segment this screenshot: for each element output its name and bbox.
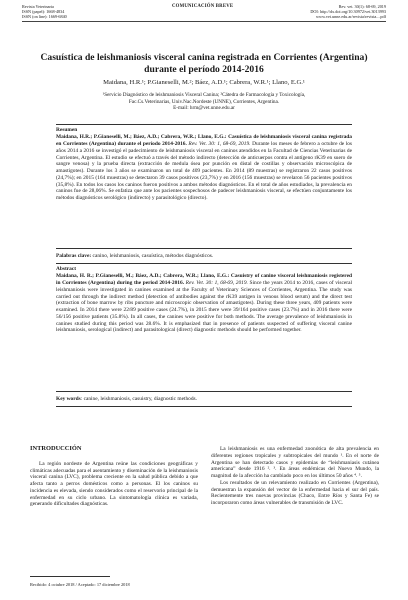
divider xyxy=(56,406,352,407)
resumen-text: Durante los meses de febrero a octubre de los años 2014 a 2016 se investigó el padecimiento de leishmaniosis visceral en caninos atendidos en la Facultad de Ciencias Veterinarias de Corrientes, Argentina. El estudio se efectuó a través del método indirecto (detección de anticuerpos contra el antígeno rK39 en suero de sangre venosa) y la prueba directa (extracción de medula ósea por punción en distal de costillas y observación microscópica de amastigotes). Durante los 3 años se examinaron un total de 409 pacientes. En 2014 (89 muestras) se registraron 22 casos positivos (24,7%); en 2015 (164 muestras) se detectaron 39 casos positivos (23,7%) y en 2016 (156 muestras) se revelaron 56 pacientes positivos (35,8%). En todos los casos los caninos fueron positivos a ambos métodos diagnósticos. En el total de años estudiados, la prevalencia en caninos fue de 28,06%. Se enfatiza que ante los pacientes sospechosos de padecer leishmaniosis visceral, se efectúen conjuntamente los métodos diagnósticos serológico (indirecto) y parasitológico (directo). xyxy=(56,141,353,201)
body-column-left xyxy=(30,446,198,508)
intro-paragraph: La leishmaniosis es una enfermedad zoonótica de alta prevalencia en diferentes regiones tropicales y subtropicales del mundo ¹. En el norte de Argentina se han detectado casos y epidemias de “leishmaniasis cutánea americana” desde 1916 ². ³. En áreas endémicas del Nuevo Mundo, la magnitud de la afección ha cambiado poco en los últimos 50 años ⁴. ⁵. xyxy=(211,446,379,479)
footnote-divider xyxy=(30,576,110,577)
citation: Rev. vet. 30(1): 68-69, 2019 xyxy=(338,4,386,9)
affiliation-line-2: Fac.Cs.Veterinarias, Univ.Nac.Nordeste (UNNE), Corrientes, Argentina. xyxy=(128,98,280,105)
abstract-text: Since the years 2014 to 2016, cases of visceral leishmaniosis were investigated in canines examined at the Faculty of Veterinary Sciences of Corrientes, Argentina. The study was carried out through the indirect method (detection of antibodies against the rK39 antigen in venous blood serum) and the direct test (extraction of bone marrow by ribs puncture and microscopic observation of amastigotes). During these three years, 409 patients were examined. In 2014 there were 22/89 positive cases (24.7%), in 2015 there were 39/164 positive cases (23.7%) and in 2016 there were 56/156 positive patients (35.8%). In all cases, the canines were positive for both methods. The average prevalence of leishmaniosis in canines studied during this period was 28.6%. It is emphasized that in presence of patients suspected of suffering visceral canine leishmaniosis, serological (indirect) and parasitological (direct) diagnostic methods should be performed together. xyxy=(56,280,352,334)
doi-link[interactable]: DOI: http://dx.doi.org/10.30972/vet.3013993 xyxy=(310,9,386,15)
abstract-section: Abstract Maidana, H. R.; P.Gianeselli, M.; Báez, A.D.; Cabrera, W.R.; Llano, E.G.: Casuistry of canine visceral leishmaniosis registered in Corrientes (Argentina) during the period 2014-2016. Rev. Vet. 30: 1, 68-69, 2019. Since the years 2014 to 2016, cases of visceral leishmaniosis were investigated in canines examined at the Faculty of Veterinary Sciences of Corrientes, Argentina. The study was carried out through the indirect method (detection of antibodies against the rK39 antigen in venous blood serum) and the direct test (extraction of bone marrow by ribs puncture and microscopic observation of amastigotes). During these three years, 409 patients were examined. In 2014 there were 22/89 positive cases (24.7%), in 2015 there were 39/164 positive cases (23.7%) and in 2016 there were 56/156 positive patients (35.8%). In all cases, the canines were positive for both methods. The average prevalence of leishmaniosis in canines studied during this period was 28.6%. It is emphasized that in presence of patients suspected of suffering visceral canine leishmaniosis, serological (indirect) and parasitological (direct) diagnostic methods should be performed together. xyxy=(56,266,352,334)
intro-paragraph: Los resultados de un relevamiento realizado en Corrientes (Argentina), demuestran la expansión del vector de la enfermedad hacia el sur del país. Recientemente tres nuevas provincias (Chaco, Entre Ríos y Santa Fe) se incorporaron como áreas vulnerables de transmisión de LVC. xyxy=(211,479,379,506)
url-link[interactable]: www.vet.unne.edu.ar/revista/revista....pdf xyxy=(316,14,386,20)
abstract-heading: Abstract xyxy=(56,266,77,272)
affiliation-line-1: ¹Servicio Diagnóstico de leishmaniosis Visceral Canina; ²Cátedra de Farmacología y Toxicología, xyxy=(102,92,306,98)
intro-paragraph: La región nordeste de Argentina reúne las condiciones geográficas y climáticas adecuadas para el asentamiento y diseminación de la leishmaniosis visceral canina (LVC), problema creciente en la salud pública debido a que afecta tanto a perros domésticos como a personas. El los caninos su incidencia es elevada, siendo considerados como el reservorio principal de la enfermedad en su ciclo urbano. La sintomatología clínica es variada, generando dificultades diagnósticas. xyxy=(30,460,198,508)
divider xyxy=(56,248,352,249)
authors: Maidana, H.R.¹; P.Gianeselli, M.²; Báez, A.D.¹; Cabrera, W.R.¹; Llano, E.G.¹ xyxy=(103,79,305,86)
palabras-clave xyxy=(56,253,352,259)
palabras-label: Palabras clave: xyxy=(56,253,92,259)
section-label: COMUNICACIÓN BREVE xyxy=(172,4,234,9)
abstract-authors: Maidana, H. R.; P.Gianeselli, M.; Báez, A.D.; Cabrera, W.R.; Llano, E.G.: xyxy=(56,273,231,280)
header-divider xyxy=(22,21,386,22)
article-title: Casuística de leishmaniosis visceral canina registrada en Corrientes (Argentina) durante el período 2014-2016 xyxy=(40,52,368,75)
keywords-text: : canine, leishmaniosis, casuistry, diagnostic methods. xyxy=(80,396,197,402)
journal-name: Revista Veterinaria xyxy=(22,4,54,9)
author-email[interactable]: E-mail: hrm@vet.unne.edu.ar xyxy=(173,105,235,112)
resumen-citation: Rev. Vet. 30: 1, 68-69, 2019. xyxy=(188,141,253,147)
affiliations xyxy=(40,92,368,112)
intro-heading: INTRODUCCIÓN xyxy=(30,445,82,452)
received-dates: Recibido: 4 octubre 2018 / Aceptado: 17 diciembre 2018 xyxy=(30,582,130,587)
divider xyxy=(56,391,352,392)
divider xyxy=(56,124,352,125)
keywords-label: Key words xyxy=(56,396,81,402)
issn-online: ISSN (on line): 1669-6840 xyxy=(22,14,67,20)
divider xyxy=(56,263,352,264)
issn-print: ISSN (papel): 1668-4834 xyxy=(22,9,65,15)
resumen-section: Resumen Maidana, H.R.; P.Gianeselli, M.; Báez, A.D.; Cabrera, W.R.; Llano, E.G.: Casuística de leishmaniosis visceral canina registrada en Corrientes (Argentina) durante el período 2014-2016. Rev. Vet. 30: 1, 68-69, 2019. Durante los meses de febrero a octubre de los años 2014 a 2016 se investigó el padecimiento de leishmaniosis visceral en caninos atendidos en la Facultad de Ciencias Veterinarias de Corrientes, Argentina. El estudio se efectuó a través del método indirecto (detección de anticuerpos contra el antígeno rK39 en suero de sangre venosa) y la prueba directa (extracción de medula ósea por punción en distal de costillas y observación microscópica de amastigotes). Durante los 3 años se examinaron un total de 409 pacientes. En 2014 (89 muestras) se registraron 22 casos positivos (24,7%); en 2015 (164 muestras) se detectaron 39 casos positivos (23,7%) y en 2016 (156 muestras) se revelaron 56 pacientes positivos (35,8%). En todos los casos los caninos fueron positivos a ambos métodos diagnósticos. En el total de años estudiados, la prevalencia en caninos fue de 28,06%. Se enfatiza que ante los pacientes sospechosos de padecer leishmaniosis visceral, se efectúen conjuntamente los métodos diagnósticos serológico (indirecto) y parasitológico (directo). xyxy=(56,127,353,201)
journal-info xyxy=(22,4,142,20)
resumen-authors: Maidana, H.R.; P.Gianeselli, M.; Báez, A.D.; Cabrera, W.R.; Llano, E.G.: xyxy=(56,134,229,141)
body-column-right xyxy=(211,446,379,507)
key-words xyxy=(56,396,352,402)
resumen-heading: Resumen xyxy=(56,127,78,133)
palabras-text: canino, leishmaniosis, casuística, métodos diagnósticos. xyxy=(92,253,214,259)
citation-info xyxy=(246,4,386,20)
abstract-citation: Rev. Vet. 30: 1, 68-69, 2019. xyxy=(185,280,250,286)
